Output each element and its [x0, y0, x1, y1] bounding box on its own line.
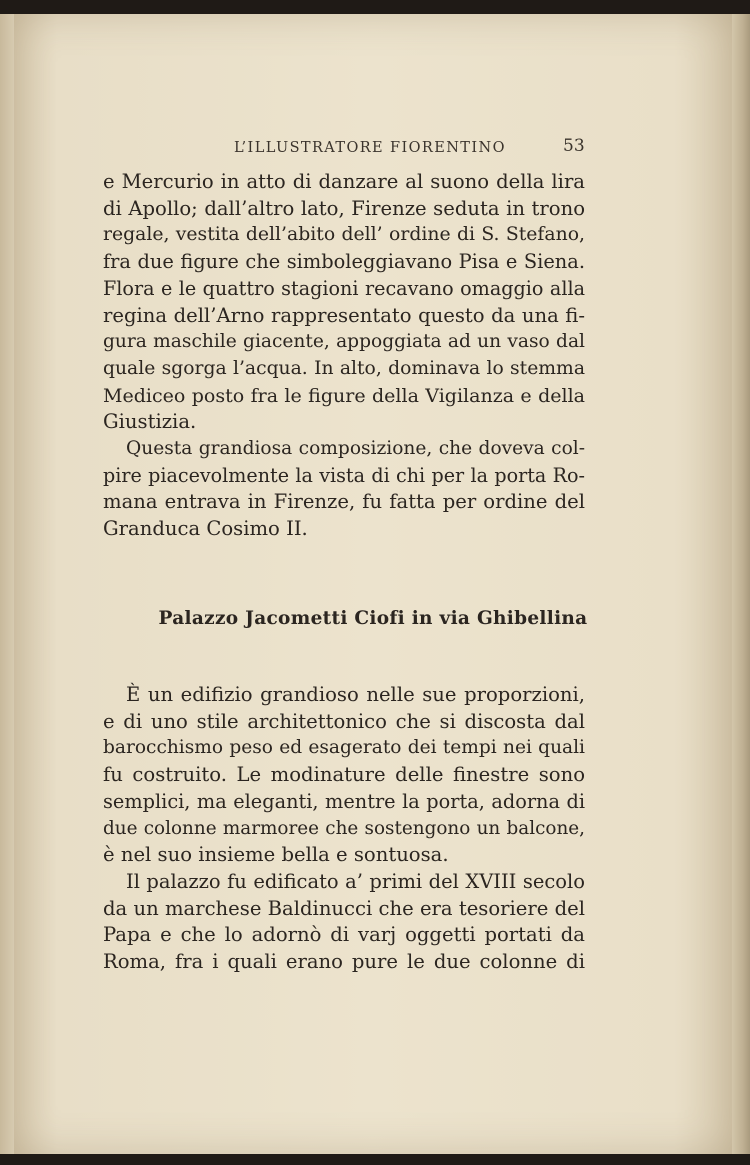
text-line: gura maschile giacente, appoggiata ad un vaso dal — [103, 331, 585, 353]
text-line: regale, vestita dell’abito dell’ ordine di S. Stefano, — [103, 224, 585, 246]
page-edge — [732, 14, 750, 1154]
text-line: Papa e che lo adornò di varj oggetti portati da — [103, 923, 585, 947]
text-line: È un edifizio grandioso nelle sue proporzioni, — [126, 683, 585, 706]
text-line: di Apollo; dall’altro lato, Firenze seduta in trono — [103, 196, 585, 220]
text-line: e di uno stile architettonico che si discosta dal — [103, 709, 585, 733]
running-title: L’ILLUSTRATORE FIORENTINO — [234, 140, 506, 156]
text-line: Granduca Cosimo II. — [103, 517, 308, 541]
text-line: semplici, ma eleganti, mentre la porta, adorna di — [103, 789, 585, 813]
text-line: regina dell’Arno rappresentato questo da una fi- — [103, 303, 585, 327]
text-line: è nel suo insieme bella e sontuosa. — [103, 843, 449, 867]
section-heading: Palazzo Jacometti Ciofi in via Ghibellina — [158, 608, 588, 629]
text-line: quale sgorga l’acqua. In alto, dominava lo stemma — [103, 357, 585, 379]
text-line: Roma, fra i quali erano pure le due colonne di — [103, 950, 585, 974]
text-line: e Mercurio in atto di danzare al suono della lira — [103, 170, 585, 193]
page-header — [14, 134, 732, 164]
book-page — [14, 14, 732, 1154]
text-line: Mediceo posto fra le figure della Vigilanza e della — [103, 384, 585, 407]
text-line: Questa grandiosa composizione, che doveva col- — [126, 438, 585, 460]
text-line: Il palazzo fu edificato a’ primi del XVIII secolo — [126, 869, 585, 893]
text-line: mana entrava in Firenze, fu fatta per ordine del — [103, 490, 585, 514]
text-line: Flora e le quattro stagioni recavano omaggio alla — [103, 276, 585, 300]
text-block-top — [103, 169, 585, 543]
text-line: da un marchese Baldinucci che era tesoriere del — [103, 896, 585, 920]
text-line: fra due figure che simboleggiavano Pisa e Siena. — [103, 250, 585, 274]
text-line: fu costruito. Le modinature delle finestre sono — [103, 763, 585, 787]
text-block-bottom — [103, 682, 585, 976]
text-line: Giustizia. — [103, 410, 197, 434]
text-line: pire piacevolmente la vista di chi per la porta Ro- — [103, 463, 585, 487]
text-line: due colonne marmoree che sostengono un balcone, — [103, 817, 585, 839]
page-number: 53 — [563, 136, 585, 156]
text-line: barocchismo peso ed esagerato dei tempi nei quali — [103, 737, 585, 759]
